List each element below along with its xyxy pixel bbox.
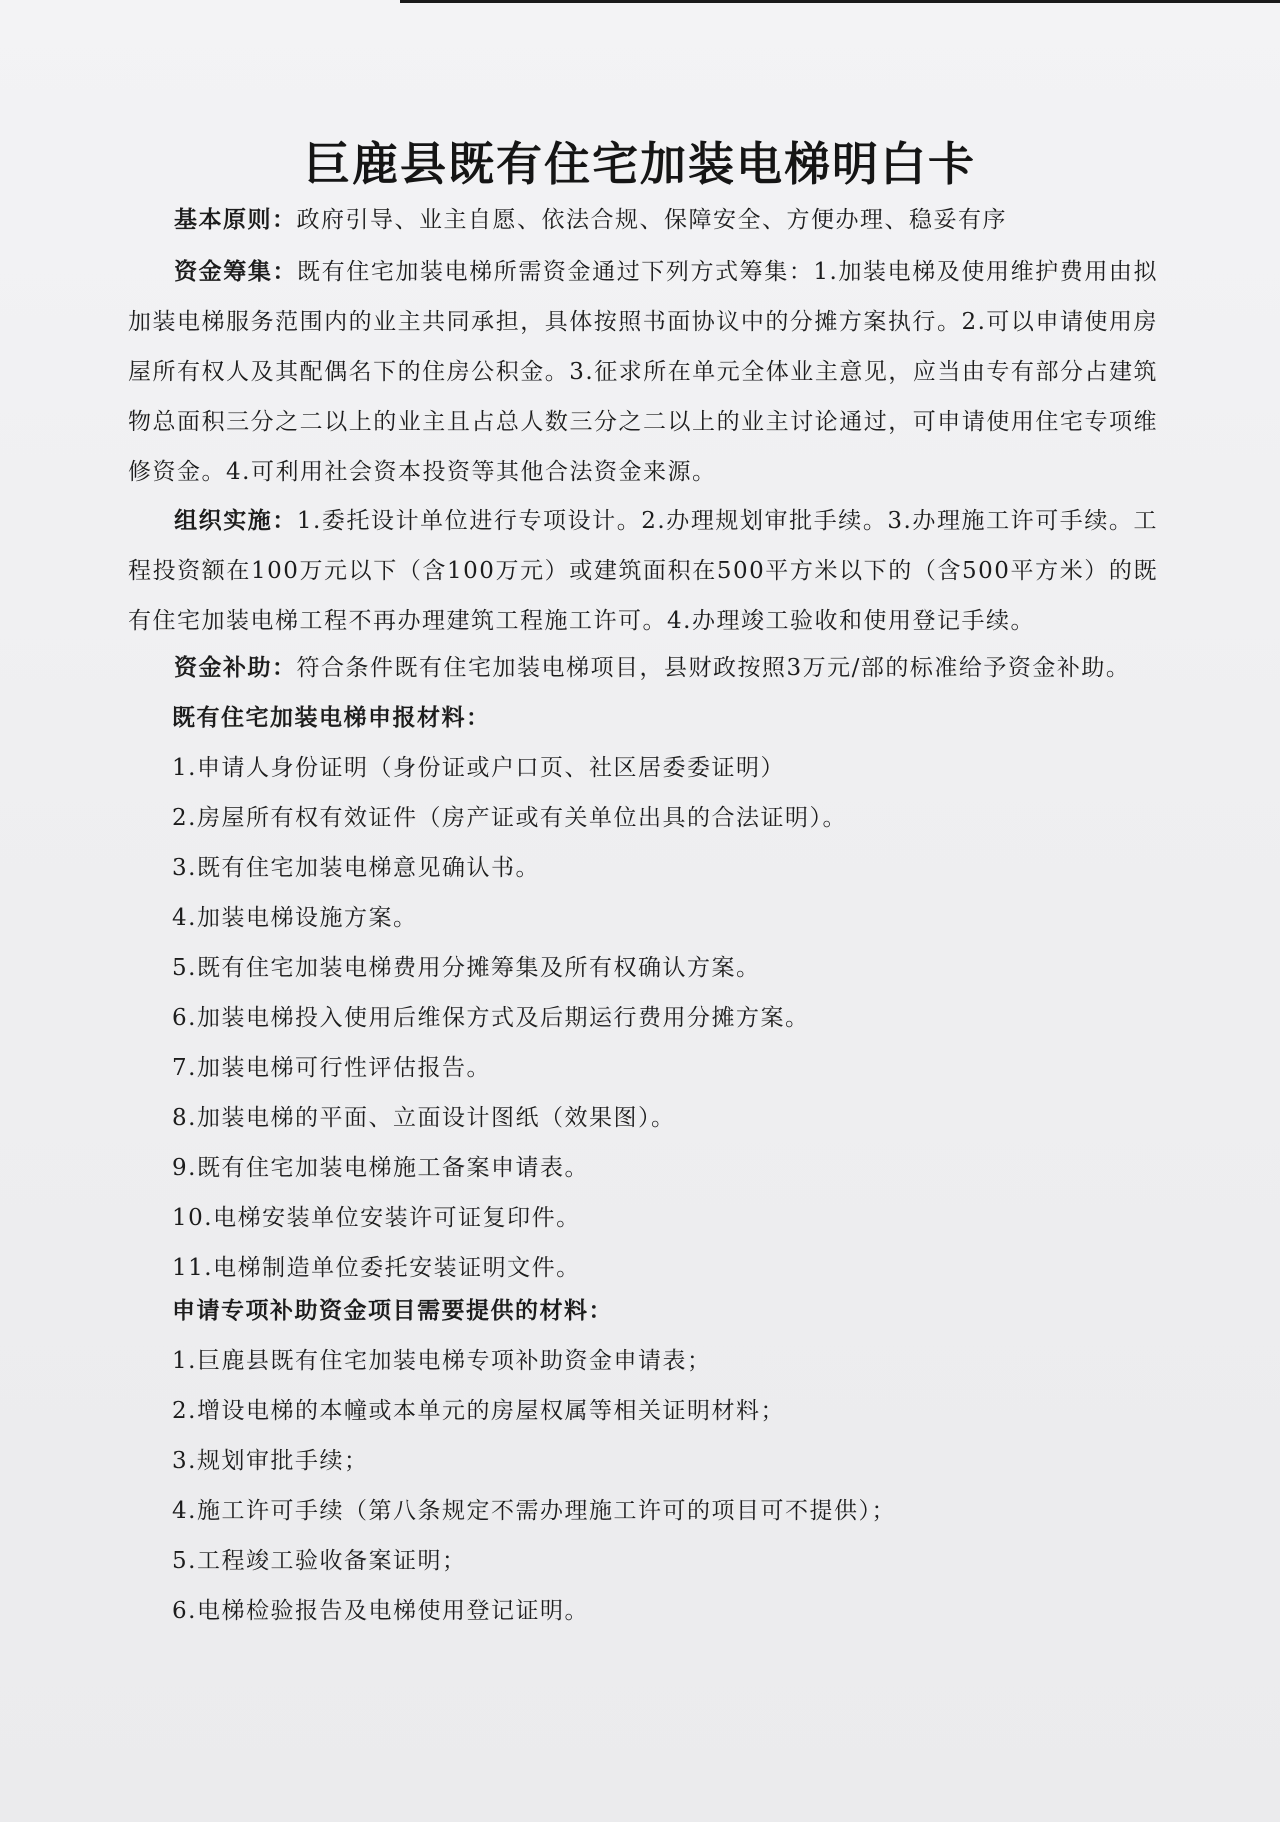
implementation-text: 1.委托设计单位进行专项设计。2.办理规划审批手续。3.办理施工许可手续。工程投资额在100万元以下（含100万元）或建筑面积在500平方米以下的（含500平方米）的既有住宅加装电梯工程不再办理建筑工程施工许可。4.办理竣工验收和使用登记手续。	[128, 508, 1158, 634]
list-item: 1.申请人身份证明（身份证或户口页、社区居委委证明）	[172, 755, 785, 781]
list-item: 3.既有住宅加装电梯意见确认书。	[172, 855, 540, 881]
list-item: 2.房屋所有权有效证件（房产证或有关单位出具的合法证明）。	[172, 805, 847, 831]
list-item: 10.电梯安装单位安装许可证复印件。	[172, 1205, 581, 1231]
principles-label: 基本原则：	[174, 207, 297, 233]
implementation-paragraph	[128, 496, 1158, 646]
funding-text: 既有住宅加装电梯所需资金通过下列方式筹集：1.加装电梯及使用维护费用由拟加装电梯服务范围内的业主共同承担，具体按照书面协议中的分摊方案执行。2.可以申请使用房屋所有权人及其配偶名下的住房公积金。3.征求所在单元全体业主意见，应当由专有部分占建筑物总面积三分之二以上的业主且占总人数三分之二以上的业主讨论通过，可申请使用住宅专项维修资金。4.可利用社会资本投资等其他合法资金来源。	[128, 259, 1159, 485]
paper-top-edge	[400, 0, 1280, 3]
list-item: 4.施工许可手续（第八条规定不需办理施工许可的项目可不提供）；	[172, 1498, 896, 1524]
list-item: 6.加装电梯投入使用后维保方式及后期运行费用分摊方案。	[172, 1005, 810, 1031]
principles-paragraph	[128, 195, 1158, 245]
list-item: 3.规划审批手续；	[172, 1448, 369, 1474]
funding-label: 资金筹集：	[174, 259, 298, 285]
subsidy-paragraph	[128, 643, 1158, 693]
subsidy-text: 符合条件既有住宅加装电梯项目，县财政按照3万元/部的标准给予资金补助。	[296, 655, 1131, 681]
list-item: 11.电梯制造单位委托安装证明文件。	[172, 1255, 581, 1281]
list-item: 4.加装电梯设施方案。	[172, 905, 418, 931]
subsidy-materials-list	[172, 1336, 1172, 1636]
list-item: 5.既有住宅加装电梯费用分摊筹集及所有权确认方案。	[172, 955, 761, 981]
list-item: 5.工程竣工验收备案证明；	[172, 1548, 467, 1574]
list-item: 9.既有住宅加装电梯施工备案申请表。	[172, 1155, 589, 1181]
application-materials-list	[172, 743, 1172, 1293]
list-item: 6.电梯检验报告及电梯使用登记证明。	[172, 1598, 589, 1624]
funding-paragraph	[128, 247, 1158, 497]
subsidy-label: 资金补助：	[174, 655, 297, 681]
list-item: 7.加装电梯可行性评估报告。	[172, 1055, 491, 1081]
list-item: 2.增设电梯的本幢或本单元的房屋权属等相关证明材料；	[172, 1398, 785, 1424]
list-item: 8.加装电梯的平面、立面设计图纸（效果图）。	[172, 1105, 676, 1131]
document-title: 巨鹿县既有住宅加装电梯明白卡	[304, 137, 976, 191]
subsidy-materials-heading: 申请专项补助资金项目需要提供的材料：	[172, 1298, 613, 1324]
implementation-label: 组织实施：	[174, 508, 297, 534]
principles-text: 政府引导、业主自愿、依法合规、保障安全、方便办理、稳妥有序	[296, 207, 1007, 233]
list-item: 1.巨鹿县既有住宅加装电梯专项补助资金申请表；	[172, 1348, 712, 1374]
application-materials-heading: 既有住宅加装电梯申报材料：	[172, 705, 491, 731]
